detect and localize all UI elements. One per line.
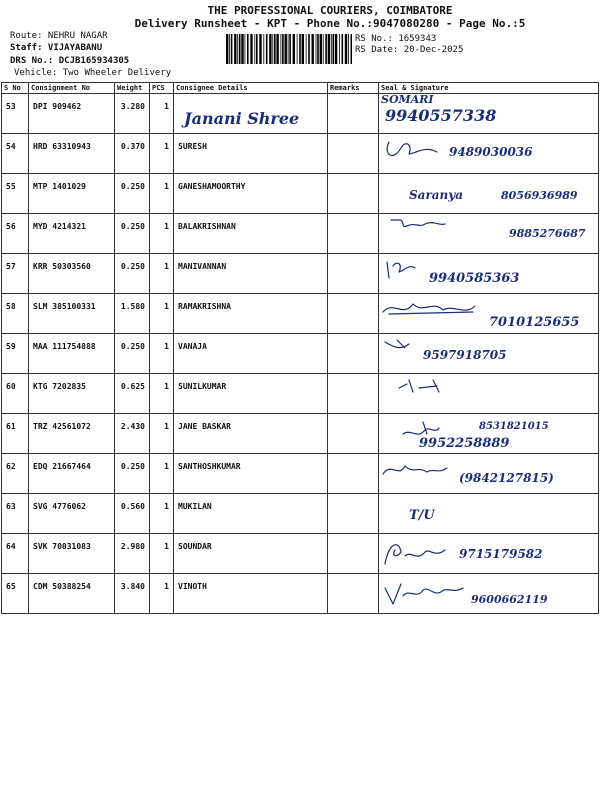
row-consignment-no: KTG 7202835 [29, 374, 115, 414]
row-pcs: 1 [150, 94, 174, 134]
table-row [2, 334, 599, 374]
row-consignment-no: TRZ 42561072 [29, 414, 115, 454]
table-row [2, 534, 599, 574]
row-sno: 61 [2, 414, 29, 454]
table-row [2, 574, 599, 614]
handwritten-signature [379, 574, 599, 614]
row-weight: 0.250 [115, 214, 150, 254]
handwritten-signature [379, 534, 599, 574]
row-remarks [328, 94, 379, 134]
row-signature [379, 454, 599, 494]
handwritten-signature [379, 454, 599, 494]
row-signature [379, 574, 599, 614]
row-sno: 56 [2, 214, 29, 254]
row-sno: 54 [2, 134, 29, 174]
col-consignee: Consignee Details [174, 83, 328, 94]
table-row [2, 374, 599, 414]
row-pcs: 1 [150, 334, 174, 374]
col-consignment: Consignment No [29, 83, 115, 94]
row-consignee: MANIVANNAN [174, 254, 328, 294]
table-row [2, 494, 599, 534]
handwritten-consignee [174, 94, 328, 134]
row-consignee: JANE BASKAR [174, 414, 328, 454]
row-signature [379, 374, 599, 414]
signature-scribble [387, 142, 437, 155]
signature-scribble [383, 304, 475, 314]
row-signature [379, 494, 599, 534]
signature-scribble [385, 584, 463, 604]
signature-scribble [385, 545, 445, 564]
handwritten-signature [379, 134, 599, 174]
row-consignment-no: SLM 385100331 [29, 294, 115, 334]
row-pcs: 1 [150, 534, 174, 574]
row-sno: 59 [2, 334, 29, 374]
row-consignee: SURESH [174, 134, 328, 174]
route-label: Route: NEHRU NAGAR [10, 31, 108, 41]
signature-scribble [387, 262, 415, 278]
row-remarks [328, 214, 379, 254]
handwritten-note: Janani Shree [184, 109, 300, 128]
row-pcs: 1 [150, 254, 174, 294]
row-signature [379, 254, 599, 294]
row-pcs: 1 [150, 574, 174, 614]
row-remarks [328, 494, 379, 534]
row-signature [379, 294, 599, 334]
col-sno: S No [2, 83, 29, 94]
row-consignment-no: EDQ 21667464 [29, 454, 115, 494]
row-weight: 0.250 [115, 334, 150, 374]
row-remarks [328, 334, 379, 374]
row-remarks [328, 294, 379, 334]
handwritten-note: SOMARI [381, 94, 434, 106]
handwritten-signature [379, 334, 599, 374]
row-consignee: SANTHOSHKUMAR [174, 454, 328, 494]
barcode-image [226, 34, 352, 64]
row-pcs: 1 [150, 454, 174, 494]
row-sno: 62 [2, 454, 29, 494]
signature-scribble [383, 466, 447, 474]
row-pcs: 1 [150, 494, 174, 534]
row-consignment-no: CDM 50388254 [29, 574, 115, 614]
row-weight: 0.250 [115, 174, 150, 214]
row-weight: 0.250 [115, 454, 150, 494]
vehicle-label: Vehicle: Two Wheeler Delivery [14, 68, 172, 78]
table-row [2, 94, 599, 134]
handwritten-note: 8531821015 [479, 421, 549, 432]
runsheet-table [1, 82, 599, 614]
row-weight: 3.280 [115, 94, 150, 134]
row-pcs: 1 [150, 174, 174, 214]
col-seal: Seal & Signature [379, 83, 599, 94]
row-consignment-no: SVG 4776062 [29, 494, 115, 534]
row-signature [379, 414, 599, 454]
row-pcs: 1 [150, 294, 174, 334]
handwritten-note: 9952258889 [419, 436, 510, 451]
handwritten-note: 8056936989 [501, 189, 578, 202]
row-weight: 0.250 [115, 254, 150, 294]
handwritten-note: 9600662119 [471, 593, 548, 606]
row-weight: 0.370 [115, 134, 150, 174]
signature-scribble [403, 422, 439, 434]
row-weight: 0.625 [115, 374, 150, 414]
row-weight: 3.840 [115, 574, 150, 614]
signature-scribble [399, 380, 439, 392]
row-consignee: SUNILKUMAR [174, 374, 328, 414]
handwritten-note: 9940585363 [429, 271, 520, 286]
handwritten-note: 9715179582 [459, 547, 543, 561]
staff-label: Staff: VIJAYABANU [10, 43, 103, 53]
table-row [2, 174, 599, 214]
table-row [2, 254, 599, 294]
table-header-row [2, 83, 599, 94]
row-remarks [328, 534, 379, 574]
row-sno: 65 [2, 574, 29, 614]
row-consignment-no: MTP 1401029 [29, 174, 115, 214]
row-sno: 57 [2, 254, 29, 294]
handwritten-signature [379, 174, 599, 214]
handwritten-note: T/U [409, 508, 435, 523]
row-weight: 2.980 [115, 534, 150, 574]
row-remarks [328, 574, 379, 614]
col-remarks: Remarks [328, 83, 379, 94]
row-signature [379, 174, 599, 214]
handwritten-note: Saranya [409, 188, 464, 202]
row-sno: 64 [2, 534, 29, 574]
company-title: THE PROFESSIONAL COURIERS, COIMBATORE [207, 4, 453, 17]
handwritten-signature [379, 294, 599, 334]
row-remarks [328, 374, 379, 414]
row-remarks [328, 134, 379, 174]
runsheet-subtitle: Delivery Runsheet - KPT - Phone No.:9047080280 - Page No.:5 [134, 17, 526, 30]
row-sno: 60 [2, 374, 29, 414]
table-row [2, 414, 599, 454]
signature-scribble [391, 220, 445, 227]
row-consignment-no: KRR 50303560 [29, 254, 115, 294]
table-row [2, 294, 599, 334]
row-consignee: VINOTH [174, 574, 328, 614]
row-consignee: BALAKRISHNAN [174, 214, 328, 254]
row-consignee: VANAJA [174, 334, 328, 374]
rs-date: RS Date: 20-Dec-2025 [355, 45, 464, 55]
row-remarks [328, 174, 379, 214]
row-consignee: SOUNDAR [174, 534, 328, 574]
handwritten-signature [379, 254, 599, 294]
row-signature [379, 94, 599, 134]
row-signature [379, 334, 599, 374]
row-consignment-no: MYD 4214321 [29, 214, 115, 254]
row-weight: 1.580 [115, 294, 150, 334]
row-signature [379, 134, 599, 174]
row-consignment-no: HRD 63310943 [29, 134, 115, 174]
row-consignment-no: DPI 909462 [29, 94, 115, 134]
handwritten-note: 7010125655 [489, 315, 580, 330]
handwritten-note: 9940557338 [385, 106, 497, 125]
handwritten-signature [379, 374, 599, 414]
handwritten-signature [379, 494, 599, 534]
row-remarks [328, 254, 379, 294]
col-weight: Weight [115, 83, 150, 94]
row-weight: 2.430 [115, 414, 150, 454]
row-signature [379, 534, 599, 574]
row-sno: 53 [2, 94, 29, 134]
drs-number: DRS No.: DCJB165934305 [10, 56, 130, 66]
rs-number: RS No.: 1659343 [355, 34, 437, 44]
row-consignee: RAMAKRISHNA [174, 294, 328, 334]
handwritten-note: 9885276687 [509, 227, 586, 240]
handwritten-note: 9489030036 [449, 145, 533, 159]
row-pcs: 1 [150, 414, 174, 454]
row-pcs: 1 [150, 134, 174, 174]
table-row [2, 134, 599, 174]
row-sno: 55 [2, 174, 29, 214]
row-signature [379, 214, 599, 254]
row-remarks [328, 414, 379, 454]
row-consignee: MUKILAN [174, 494, 328, 534]
handwritten-signature [379, 414, 599, 454]
handwritten-note: (9842127815) [459, 471, 554, 485]
row-consignment-no: SVK 70031083 [29, 534, 115, 574]
row-sno: 63 [2, 494, 29, 534]
table-row [2, 454, 599, 494]
row-consignee: GANESHAMOORTHY [174, 174, 328, 214]
row-consignment-no: MAA 111754888 [29, 334, 115, 374]
col-pcs: PCS [150, 83, 174, 94]
row-pcs: 1 [150, 374, 174, 414]
row-sno: 58 [2, 294, 29, 334]
row-weight: 0.560 [115, 494, 150, 534]
signature-scribble [385, 340, 409, 348]
row-pcs: 1 [150, 214, 174, 254]
row-remarks [328, 454, 379, 494]
table-row [2, 214, 599, 254]
handwritten-note: 9597918705 [423, 348, 507, 362]
handwritten-signature [379, 94, 599, 134]
row-consignee [174, 94, 328, 134]
handwritten-signature [379, 214, 599, 254]
